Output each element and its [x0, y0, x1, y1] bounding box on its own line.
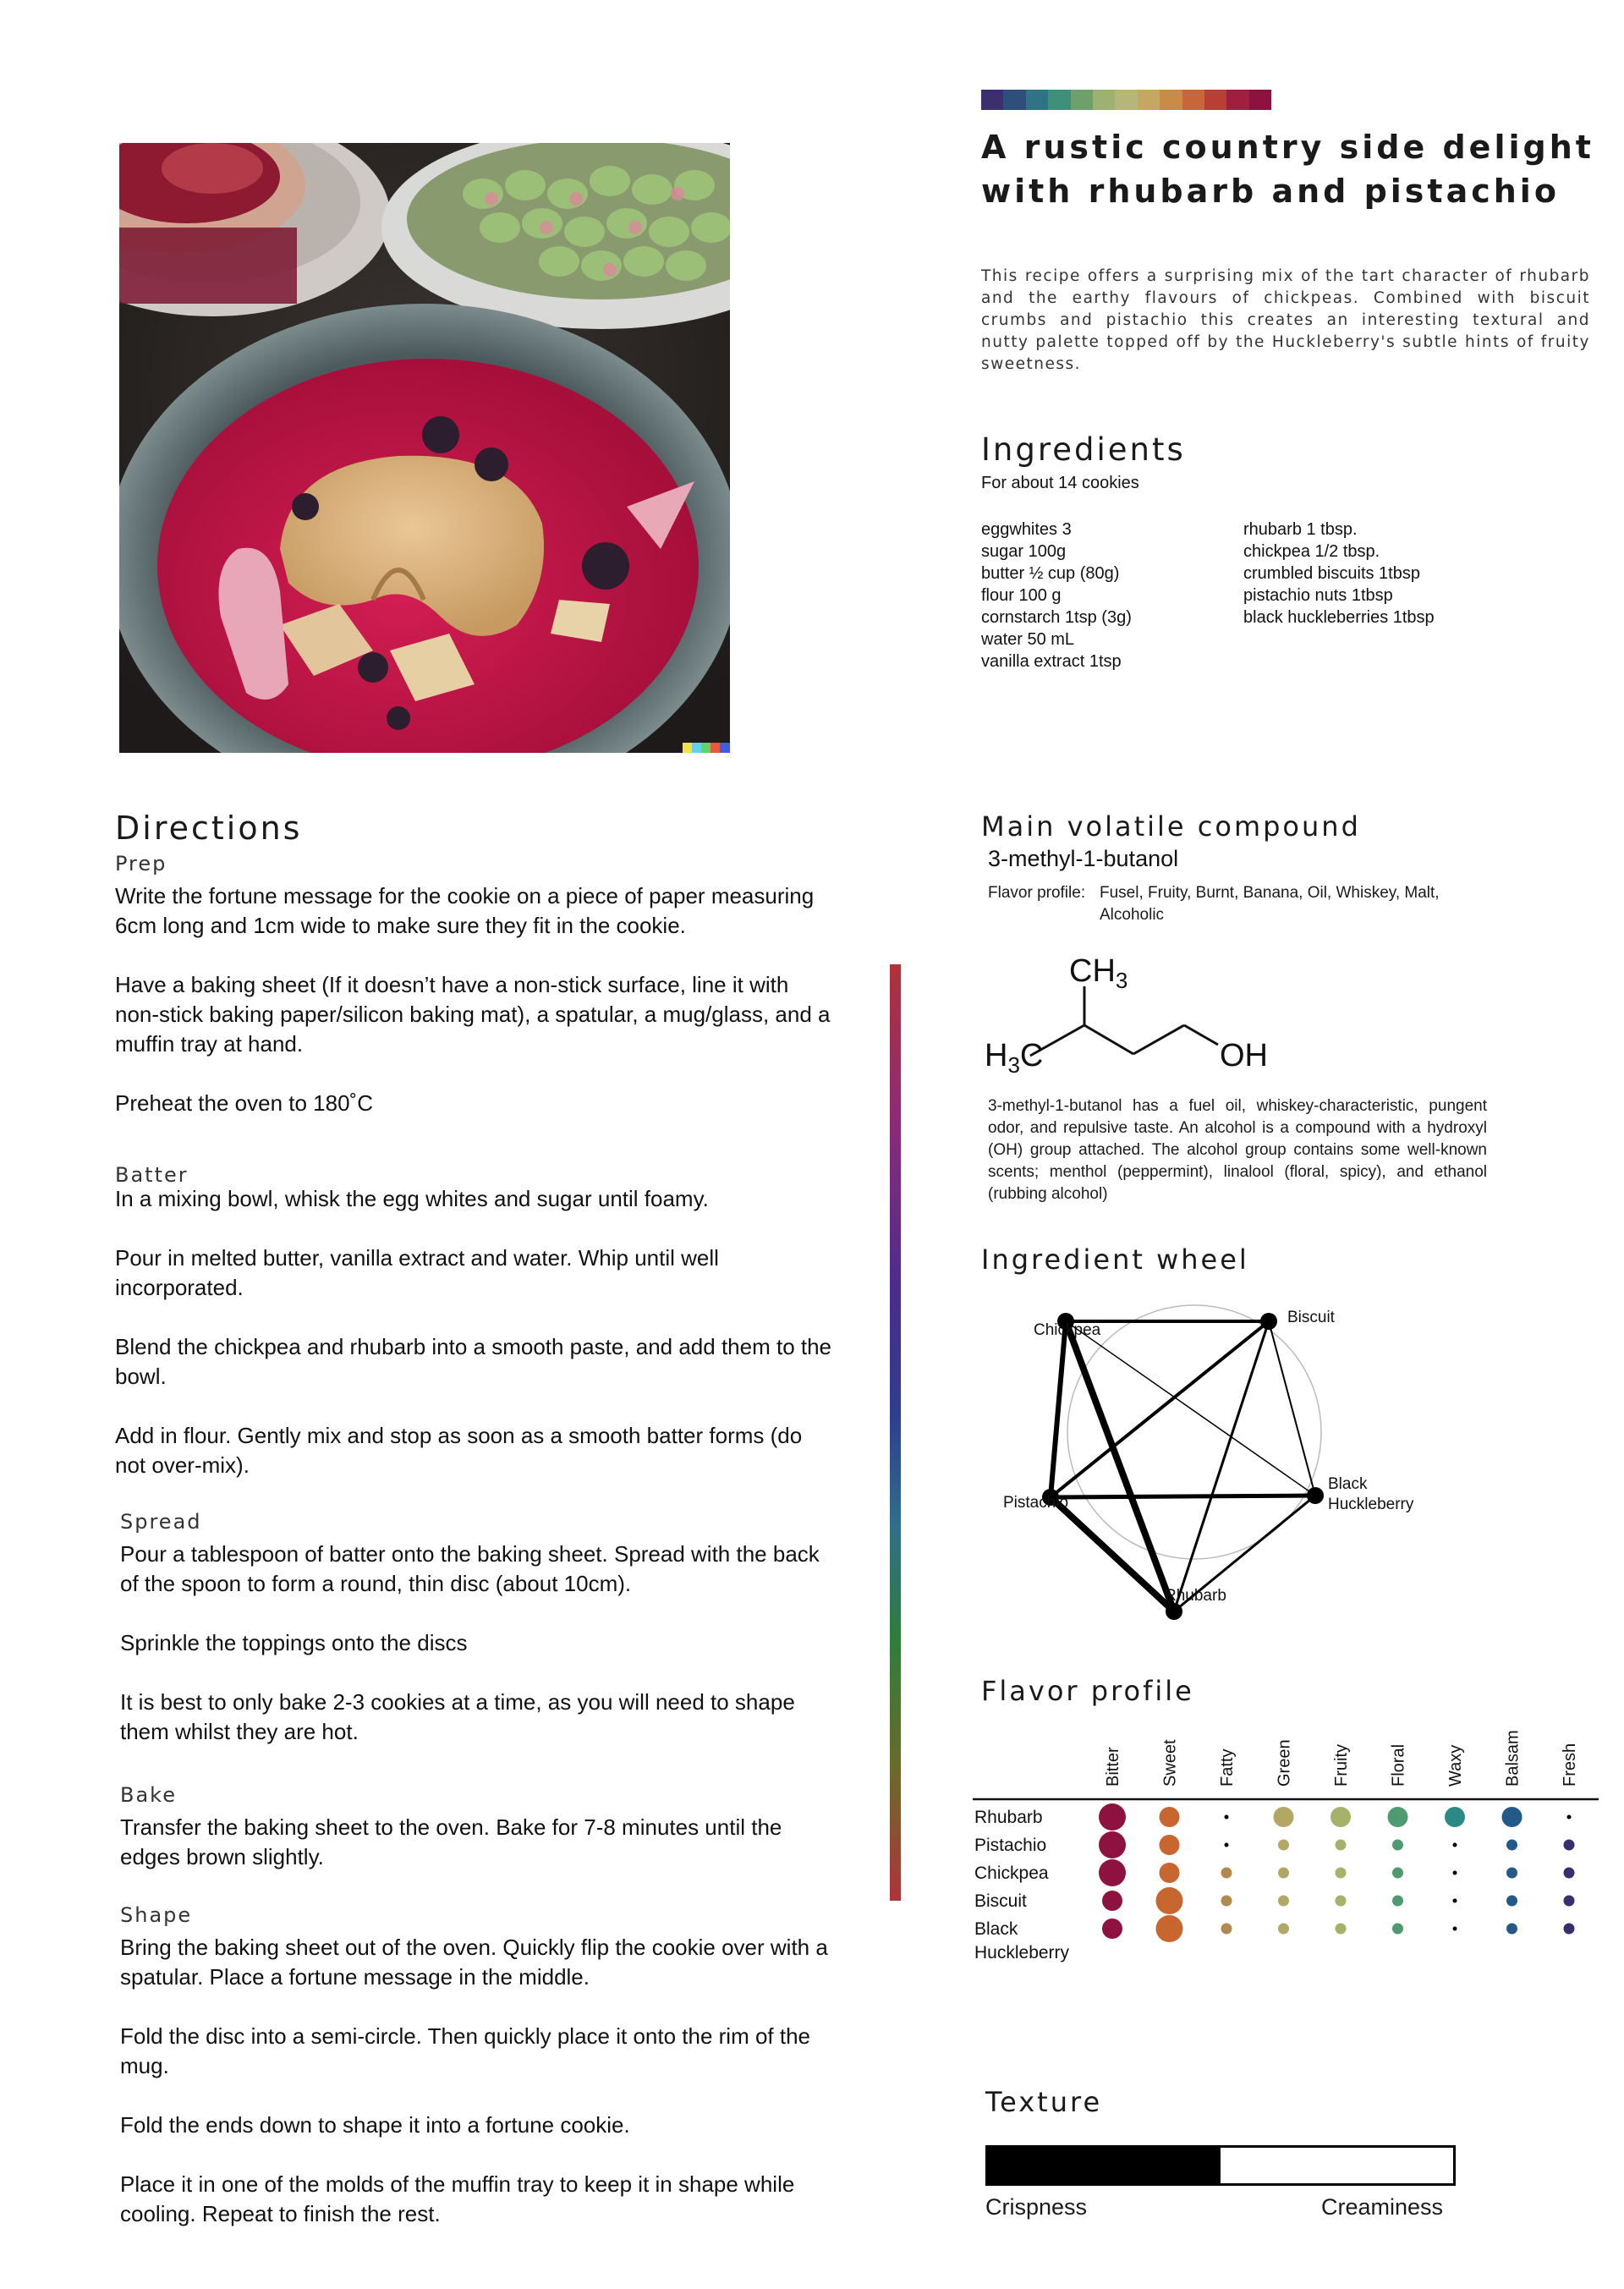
ingredient-item: eggwhites 3: [981, 520, 1072, 539]
flavor-column-label: Sweet: [1160, 1739, 1180, 1787]
ingredient-item: butter ½ cup (80g): [981, 564, 1120, 583]
flavor-dot: [1453, 1927, 1457, 1931]
flavor-row-label: Pistachio: [974, 1836, 1047, 1855]
palette-swatch: [1160, 90, 1182, 110]
flavor-column-label: Waxy: [1446, 1744, 1465, 1787]
hero-photo: [119, 143, 730, 753]
flavor-dot: [1392, 1840, 1403, 1851]
flavor-column-label: Fatty: [1218, 1748, 1237, 1787]
ingredient-item: cornstarch 1tsp (3g): [981, 608, 1132, 627]
palette-swatch: [981, 90, 1003, 110]
ingredient-item: flour 100 g: [981, 586, 1062, 605]
flavor-dot: [1102, 1918, 1122, 1939]
flavor-dot: [1221, 1924, 1232, 1935]
section-body-batter: [115, 1184, 834, 1480]
wheel-label-biscuit: Biscuit: [1287, 1309, 1335, 1326]
texture-heading: Texture: [985, 2086, 1103, 2118]
wheel-edge: [1269, 1321, 1315, 1496]
palette-swatch: [1093, 90, 1115, 110]
color-palette-bar: [981, 90, 1271, 110]
palette-swatch: [1026, 90, 1048, 110]
molecule-bonds: [1030, 986, 1218, 1056]
ingredient-item: black huckleberries 1tbsp: [1243, 608, 1435, 627]
wheel-edge: [1051, 1496, 1315, 1497]
recipe-intro: This recipe offers a surprising mix of the tart character of rhubarb and the earthy flavours of chickpeas. Combined with biscuit crumbs and pistachio this creates an interesting textural and nutty palette topped off by the Huckleberry's subtle hints of fruity sweetness.: [981, 267, 1590, 373]
flavor-dot: [1278, 1868, 1289, 1879]
flavor-dot: [1099, 1859, 1126, 1886]
palette-swatch: [1138, 90, 1160, 110]
prep-step: Write the fortune message for the cookie on a piece of paper measuring 6cm long and 1cm wide to make sure they fit in the cookie.: [115, 883, 815, 938]
shape-step: Fold the ends down to shape it into a fortune cookie.: [120, 2112, 630, 2138]
compound-name: 3-methyl-1-butanol: [988, 846, 1179, 871]
section-body-shape: [120, 1933, 839, 2229]
spread-step: It is best to only bake 2-3 cookies at a time, as you will need to shape them whilst they are hot.: [120, 1689, 795, 1744]
flavor-dot: [1221, 1896, 1232, 1907]
shape-step: Fold the disc into a semi-circle. Then quickly place it onto the rim of the mug.: [120, 2023, 811, 2078]
flavor-dot: [1156, 1887, 1183, 1914]
flavor-dot: [1336, 1840, 1347, 1851]
flavor-dot: [1336, 1896, 1347, 1907]
wheel-nodes: [1042, 1313, 1324, 1620]
flavor-dot: [1330, 1807, 1351, 1827]
section-heading-spread: Spread: [120, 1510, 202, 1534]
bake-step: Transfer the baking sheet to the oven. Bake for 7-8 minutes until the edges brown slightly.: [120, 1814, 782, 1869]
palette-swatch: [1204, 90, 1226, 110]
flavor-dot: [1160, 1835, 1180, 1855]
flavor-dot: [1274, 1807, 1294, 1827]
ingredient-wheel-graph: [998, 1286, 1455, 1650]
flavor-profile-chart: [973, 1709, 1599, 1988]
batter-step: Add in flour. Gently mix and stop as soon as a smooth batter forms (do not over-mix).: [115, 1423, 803, 1478]
ingredient-item: crumbled biscuits 1tbsp: [1243, 564, 1420, 583]
flavor-column-label: Fruity: [1332, 1744, 1351, 1787]
oh-label: OH: [1220, 1038, 1268, 1073]
prep-step: Preheat the oven to 180˚C: [115, 1090, 373, 1116]
compound-description: 3-methyl-1-butanol has a fuel oil, whiskey-characteristic, pungent odor, and repulsive taste. An alcohol is a compound with a hydroxyl (OH) group attached. The alcohol group contains some well-known scents; menthol (peppermint), linalool (floral, spicy), and ethanol (rubbing alcohol): [988, 1097, 1487, 1203]
ingredient-item: vanilla extract 1tsp: [981, 652, 1122, 671]
flavor-dot: [1336, 1924, 1347, 1935]
palette-swatch: [1249, 90, 1271, 110]
ingredient-item: sugar 100g: [981, 542, 1067, 561]
flavor-column-label: Fresh: [1561, 1743, 1579, 1787]
wheel-label-black: Black: [1328, 1475, 1368, 1493]
flavor-dot: [1102, 1891, 1122, 1911]
ingredients-list-base: [981, 519, 1235, 672]
ingredient-wheel: [998, 1286, 1455, 1650]
flavor-profile-table: [973, 1709, 1599, 1988]
section-body-spread: [120, 1540, 839, 1747]
palette-swatch: [1071, 90, 1093, 110]
texture-label-creaminess: Creaminess: [1321, 2194, 1444, 2220]
ingredients-heading: Ingredients: [981, 431, 1186, 468]
flavor-dot: [1453, 1843, 1457, 1847]
molecule-diagram: [981, 939, 1336, 1074]
wheel-edge: [1051, 1321, 1269, 1497]
compound-flavor-profile: [988, 882, 1512, 926]
texture-bar: [985, 2145, 1456, 2186]
wheel-node: [1260, 1313, 1277, 1330]
texture-label-crispness: Crispness: [985, 2194, 1088, 2220]
recipe-title: A rustic country side delight with rhubarb and pistachio: [981, 129, 1594, 210]
flavor-dot: [1564, 1840, 1575, 1851]
batter-step: Blend the chickpea and rhubarb into a smooth paste, and add them to the bowl.: [115, 1334, 832, 1389]
palette-swatch: [1048, 90, 1070, 110]
flavor-dot: [1221, 1868, 1232, 1879]
palette-swatch: [1182, 90, 1204, 110]
flavor-column-label: Bitter: [1104, 1747, 1122, 1787]
directions-heading: Directions: [115, 810, 303, 847]
wheel-edge: [1051, 1321, 1066, 1497]
section-heading-bake: Bake: [120, 1783, 177, 1807]
palette-swatch: [1226, 90, 1248, 110]
flavor-dot: [1160, 1807, 1180, 1827]
food-illustration: [119, 143, 730, 753]
flavor-profile-label: Flavor profile:: [988, 884, 1086, 902]
h3c-label: $H_3C$: [985, 1038, 1044, 1074]
batter-step: In a mixing bowl, whisk the egg whites and sugar until foamy.: [115, 1186, 709, 1211]
shape-step: Place it in one of the molds of the muffin tray to keep it in shape while cooling. Repeat to finish the rest.: [120, 2171, 795, 2226]
flavor-dot: [1392, 1868, 1403, 1879]
spread-step: Pour a tablespoon of batter onto the baking sheet. Spread with the back of the spoon to form a round, thin disc (about 10cm).: [120, 1541, 820, 1596]
flavor-dot: [1278, 1924, 1289, 1935]
wheel-label-huckleberry: Huckleberry: [1328, 1496, 1414, 1513]
texture-bar-fill: [988, 2148, 1221, 2183]
ingredients-list-flavor: [1243, 519, 1539, 629]
section-body-prep: [115, 881, 834, 1118]
flavor-dot: [1506, 1924, 1517, 1935]
flavor-dot: [1453, 1871, 1457, 1875]
ingredient-item: chickpea 1/2 tbsp.: [1243, 542, 1380, 561]
wheel-node: [1166, 1603, 1182, 1620]
flavor-dot: [1445, 1807, 1465, 1827]
palette-swatch: [1003, 90, 1025, 110]
flavor-dot: [1506, 1840, 1517, 1851]
flavor-dot: [1160, 1863, 1180, 1883]
wheel-label-pistachio: Pistachio: [1003, 1494, 1069, 1512]
section-heading-batter: Batter: [115, 1163, 189, 1187]
flavor-dot: [1392, 1924, 1403, 1935]
compound-heading: Main volatile compound: [981, 810, 1361, 843]
flavor-column-label: Green: [1275, 1739, 1294, 1787]
flavor-dot: [1506, 1868, 1517, 1879]
flavor-dot: [1502, 1807, 1522, 1827]
flavor-dot: [1388, 1807, 1408, 1827]
gradient-divider: [890, 964, 901, 1901]
prep-step: Have a baking sheet (If it doesn’t have a non-stick surface, line it with non-stick baking paper/silicon baking mat), a spatular, a mug/glass, and a muffin tray at hand.: [115, 972, 831, 1057]
wheel-heading: Ingredient wheel: [981, 1243, 1249, 1276]
flavor-profile-values: Fusel, Fruity, Burnt, Banana, Oil, Whiskey, Malt, Alcoholic: [1100, 884, 1440, 924]
spread-step: Sprinkle the toppings onto the discs: [120, 1630, 468, 1655]
molecule-structure: [981, 939, 1336, 1074]
flavor-dot: [1225, 1843, 1229, 1847]
flavor-row-label: Huckleberry: [974, 1943, 1070, 1962]
palette-swatch: [1115, 90, 1137, 110]
flavor-row-label: Rhubarb: [974, 1808, 1043, 1827]
wheel-node: [1307, 1487, 1324, 1504]
wheel-label-chickpea: Chickpea: [1034, 1321, 1101, 1339]
flavor-column-label: Balsam: [1503, 1730, 1522, 1787]
flavor-dot: [1278, 1896, 1289, 1907]
wheel-edge: [1066, 1321, 1315, 1496]
flavor-dot: [1099, 1831, 1126, 1858]
ingredient-item: pistachio nuts 1tbsp: [1243, 586, 1393, 605]
wheel-edge: [1066, 1321, 1174, 1611]
flavor-dot: [1278, 1840, 1289, 1851]
shape-step: Bring the baking sheet out of the oven. Quickly flip the cookie over with a spatular. Place a fortune message in the middle.: [120, 1935, 828, 1990]
flavor-dot: [1392, 1896, 1403, 1907]
wheel-edge: [1174, 1321, 1269, 1611]
wheel-edges: [1051, 1321, 1315, 1611]
flavor-row-label: Chickpea: [974, 1864, 1049, 1883]
batter-step: Pour in melted butter, vanilla extract and water. Whip until well incorporated.: [115, 1245, 719, 1300]
flavor-dot: [1506, 1896, 1517, 1907]
flavor-dot: [1156, 1915, 1183, 1942]
flavor-dot: [1564, 1924, 1575, 1935]
flavor-dot: [1453, 1899, 1457, 1903]
ch3-label: $CH_3$: [1069, 953, 1128, 993]
ingredient-item: rhubarb 1 tbsp.: [1243, 520, 1358, 539]
flavor-dot: [1564, 1896, 1575, 1907]
flavor-dot: [1225, 1815, 1229, 1820]
flavor-dot: [1567, 1815, 1572, 1820]
flavor-row-label: Biscuit: [974, 1891, 1027, 1911]
ingredient-item: water 50 mL: [981, 630, 1075, 649]
flavor-column-label: Floral: [1389, 1743, 1408, 1787]
flavor-row-label: Black: [974, 1919, 1018, 1939]
section-heading-shape: Shape: [120, 1903, 193, 1927]
flavor-heading: Flavor profile: [981, 1675, 1194, 1707]
section-body-bake: [120, 1813, 839, 1872]
flavor-dot: [1564, 1868, 1575, 1879]
section-heading-prep: Prep: [115, 852, 167, 876]
wheel-label-rhubarb: Rhubarb: [1165, 1587, 1226, 1605]
ingredients-serves: For about 14 cookies: [981, 474, 1139, 492]
flavor-dot: [1099, 1803, 1126, 1831]
flavor-dot: [1336, 1868, 1347, 1879]
